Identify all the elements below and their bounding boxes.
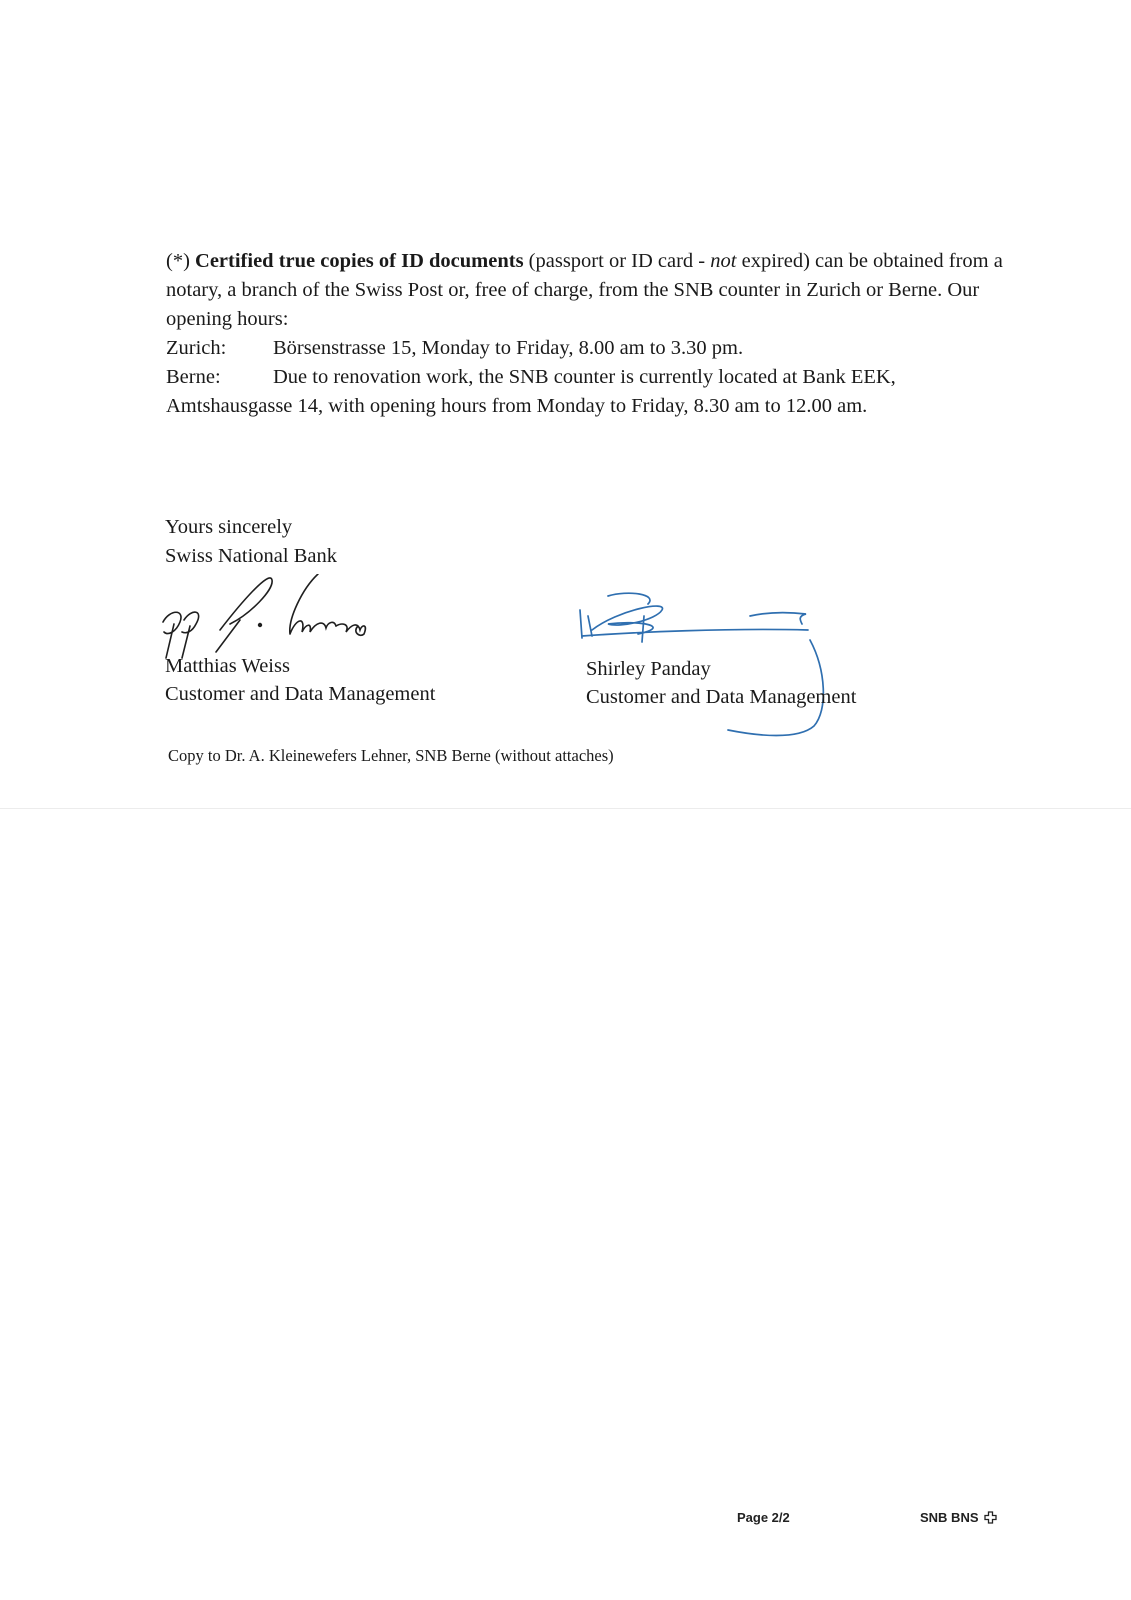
salutation: Yours sincerely xyxy=(165,516,293,538)
swiss-cross-icon xyxy=(984,1511,997,1524)
berne-text-continued: Amtshausgasse 14, with opening hours from Monday to Friday, 8.30 am to 12.00 am. xyxy=(166,395,868,417)
signatory-left xyxy=(165,652,435,708)
note-paragraph xyxy=(166,247,1026,334)
footer-brand xyxy=(920,1510,997,1525)
note-marker: (*) xyxy=(166,250,190,272)
signature-matthias-weiss xyxy=(160,574,390,664)
closing-block xyxy=(165,513,337,571)
zurich-text: Börsenstrasse 15, Monday to Friday, 8.00 am to 3.30 pm. xyxy=(273,337,744,359)
signatory-department: Customer and Data Management xyxy=(586,686,857,708)
berne-text: Due to renovation work, the SNB counter is currently located at Bank EEK, xyxy=(273,366,896,388)
signatory-name: Matthias Weiss xyxy=(165,655,290,677)
note-bold-phrase: Certified true copies of ID documents xyxy=(195,250,524,272)
id-documents-note xyxy=(166,247,1026,421)
zurich-label: Zurich: xyxy=(166,337,227,359)
zurich-row xyxy=(166,334,1026,363)
page-number: Page 2/2 xyxy=(737,1510,790,1525)
signatory-name: Shirley Panday xyxy=(586,658,711,680)
signatory-department: Customer and Data Management xyxy=(165,683,436,705)
paper-fold-line xyxy=(0,808,1131,809)
organisation-name: Swiss National Bank xyxy=(165,545,337,567)
copy-to-line: Copy to Dr. A. Kleinewefers Lehner, SNB Berne (without attaches) xyxy=(168,746,614,765)
berne-row xyxy=(166,363,1026,392)
berne-label: Berne: xyxy=(166,366,221,388)
note-text-after: expired) can be obtained from a notary, a branch of the Swiss Post or, free of charge, from the SNB counter in Zurich or Berne. Our opening hours: xyxy=(166,250,1003,330)
signatory-right xyxy=(586,655,856,711)
brand-text: SNB BNS xyxy=(920,1510,979,1525)
note-italic-word: not xyxy=(710,250,737,272)
note-text-before: (passport or ID card - xyxy=(528,250,706,272)
